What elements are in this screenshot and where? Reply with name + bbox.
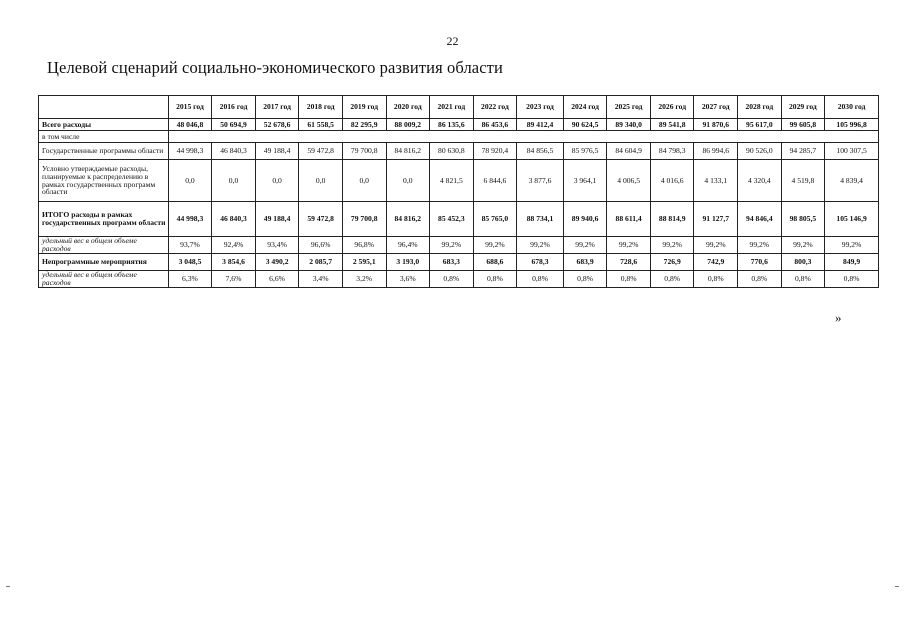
- table-row: [39, 202, 879, 237]
- value-cell: 4 519,8: [781, 160, 825, 202]
- value-cell: 86 453,6: [473, 119, 517, 131]
- value-cell: 3 854,6: [212, 254, 256, 271]
- value-cell: 49 188,4: [255, 143, 299, 160]
- table-row: [39, 237, 879, 254]
- year-header: 2030 год: [825, 96, 879, 119]
- value-cell: 91 870,6: [694, 119, 738, 131]
- page-number: 22: [446, 34, 459, 48]
- value-cell: 90 624,5: [563, 119, 607, 131]
- row-label: Всего расходы: [39, 119, 169, 131]
- year-header: 2019 год: [342, 96, 386, 119]
- value-cell: 2 595,1: [342, 254, 386, 271]
- table-row: [39, 131, 879, 143]
- table-row: [39, 119, 879, 131]
- value-cell: 0,0: [299, 160, 343, 202]
- value-cell: 99,2%: [694, 237, 738, 254]
- value-cell: 46 840,3: [212, 143, 256, 160]
- value-cell: 59 472,8: [299, 202, 343, 237]
- value-cell: 0,8%: [650, 271, 694, 288]
- year-header: 2016 год: [212, 96, 256, 119]
- value-cell: 4 006,5: [607, 160, 651, 202]
- value-cell: 50 694,9: [212, 119, 256, 131]
- edge-mark-left: [6, 586, 10, 587]
- value-cell: 4 839,4: [825, 160, 879, 202]
- value-cell: 95 617,0: [738, 119, 782, 131]
- value-cell: 0,8%: [694, 271, 738, 288]
- year-header: 2021 год: [430, 96, 474, 119]
- value-cell: 46 840,3: [212, 202, 256, 237]
- value-cell: 89 412,4: [517, 119, 564, 131]
- value-cell: 100 307,5: [825, 143, 879, 160]
- table-row: [39, 254, 879, 271]
- expenditure-table: [38, 95, 879, 288]
- year-header: 2022 год: [473, 96, 517, 119]
- value-cell: 99,2%: [738, 237, 782, 254]
- value-cell: 4 016,6: [650, 160, 694, 202]
- value-cell: 93,4%: [255, 237, 299, 254]
- value-cell: 85 765,0: [473, 202, 517, 237]
- value-cell: 52 678,6: [255, 119, 299, 131]
- row-label: ИТОГО расходы в рамках государственных программ области: [39, 202, 169, 237]
- value-cell: 0,8%: [825, 271, 879, 288]
- value-cell: 44 998,3: [168, 143, 212, 160]
- value-cell: 688,6: [473, 254, 517, 271]
- row-label: Условно утверждаемые расходы, планируемые к распределению в рамках государственных программ области: [39, 160, 169, 202]
- value-cell: 0,8%: [563, 271, 607, 288]
- value-cell: 849,9: [825, 254, 879, 271]
- year-header: 2015 год: [168, 96, 212, 119]
- value-cell: 86 994,6: [694, 143, 738, 160]
- value-cell: 88 009,2: [386, 119, 430, 131]
- value-cell: 44 998,3: [168, 202, 212, 237]
- value-cell: 3 490,2: [255, 254, 299, 271]
- value-cell: 92,4%: [212, 237, 256, 254]
- row-label: удельный вес в общем объеме расходов: [39, 271, 169, 288]
- value-cell: 678,3: [517, 254, 564, 271]
- year-header: 2020 год: [386, 96, 430, 119]
- value-cell: 99,2%: [563, 237, 607, 254]
- value-cell: 79 700,8: [342, 202, 386, 237]
- header-label-cell: [39, 96, 169, 119]
- value-cell: 84 604,9: [607, 143, 651, 160]
- value-cell: 59 472,8: [299, 143, 343, 160]
- year-header: 2018 год: [299, 96, 343, 119]
- value-cell: 0,0: [342, 160, 386, 202]
- value-cell: 4 133,1: [694, 160, 738, 202]
- value-cell: 0,0: [255, 160, 299, 202]
- value-cell: 683,3: [430, 254, 474, 271]
- value-cell: 85 976,5: [563, 143, 607, 160]
- value-cell: 0,8%: [517, 271, 564, 288]
- value-cell: 94 846,4: [738, 202, 782, 237]
- table-row: [39, 160, 879, 202]
- value-cell: 88 734,1: [517, 202, 564, 237]
- value-cell: 88 814,9: [650, 202, 694, 237]
- value-cell: 3,6%: [386, 271, 430, 288]
- value-cell: 84 798,3: [650, 143, 694, 160]
- value-cell: 6 844,6: [473, 160, 517, 202]
- value-cell: 3,2%: [342, 271, 386, 288]
- value-cell: 3 048,5: [168, 254, 212, 271]
- value-cell: 79 700,8: [342, 143, 386, 160]
- row-label: Непрограммные мероприятия: [39, 254, 169, 271]
- year-header: 2024 год: [563, 96, 607, 119]
- year-header: 2023 год: [517, 96, 564, 119]
- value-cell: 728,6: [607, 254, 651, 271]
- value-cell: 0,0: [386, 160, 430, 202]
- value-cell: 4 320,4: [738, 160, 782, 202]
- value-cell: 61 558,5: [299, 119, 343, 131]
- value-cell: 3 193,0: [386, 254, 430, 271]
- value-cell: 49 188,4: [255, 202, 299, 237]
- document-title: Целевой сценарий социально-экономического развития области: [47, 58, 503, 77]
- year-header: 2029 год: [781, 96, 825, 119]
- value-cell: 78 920,4: [473, 143, 517, 160]
- row-label: удельный вес в общем объеме расходов: [39, 237, 169, 254]
- value-cell: 96,6%: [299, 237, 343, 254]
- value-cell: 726,9: [650, 254, 694, 271]
- value-cell: 99 605,8: [781, 119, 825, 131]
- value-cell: 93,7%: [168, 237, 212, 254]
- table-row: [39, 271, 879, 288]
- row-label: в том числе: [39, 131, 169, 143]
- value-cell: 770,6: [738, 254, 782, 271]
- value-cell: 7,6%: [212, 271, 256, 288]
- value-cell: 99,2%: [781, 237, 825, 254]
- value-cell: 99,2%: [430, 237, 474, 254]
- value-cell: 6,6%: [255, 271, 299, 288]
- value-cell: 0,8%: [473, 271, 517, 288]
- value-cell: 742,9: [694, 254, 738, 271]
- value-cell: 0,8%: [430, 271, 474, 288]
- value-cell: 89 940,6: [563, 202, 607, 237]
- year-header: 2028 год: [738, 96, 782, 119]
- value-cell: 96,8%: [342, 237, 386, 254]
- value-cell: 84 816,2: [386, 143, 430, 160]
- value-cell: 99,2%: [517, 237, 564, 254]
- value-cell: 89 541,8: [650, 119, 694, 131]
- value-cell: 4 821,5: [430, 160, 474, 202]
- value-cell: 94 285,7: [781, 143, 825, 160]
- value-cell: 84 816,2: [386, 202, 430, 237]
- value-cell: 683,9: [563, 254, 607, 271]
- value-cell: 99,2%: [473, 237, 517, 254]
- value-cell: 86 135,6: [430, 119, 474, 131]
- value-cell: 105 146,9: [825, 202, 879, 237]
- value-cell: 98 805,5: [781, 202, 825, 237]
- year-header: 2027 год: [694, 96, 738, 119]
- value-cell: 2 085,7: [299, 254, 343, 271]
- edge-mark-right: [895, 586, 899, 587]
- value-cell: 105 996,8: [825, 119, 879, 131]
- closing-quote: »: [835, 310, 842, 325]
- value-cell: 89 340,0: [607, 119, 651, 131]
- value-cell: 3 964,1: [563, 160, 607, 202]
- year-header: 2026 год: [650, 96, 694, 119]
- value-cell: 3 877,6: [517, 160, 564, 202]
- value-cell: 90 526,0: [738, 143, 782, 160]
- year-header: 2017 год: [255, 96, 299, 119]
- value-cell: 6,3%: [168, 271, 212, 288]
- value-cell: 0,8%: [738, 271, 782, 288]
- value-cell: 85 452,3: [430, 202, 474, 237]
- row-label: Государственные программы области: [39, 143, 169, 160]
- value-cell: 88 611,4: [607, 202, 651, 237]
- value-cell: 99,2%: [825, 237, 879, 254]
- value-cell: 80 630,8: [430, 143, 474, 160]
- value-cell: 99,2%: [607, 237, 651, 254]
- value-cell: 0,0: [168, 160, 212, 202]
- value-cell: 0,8%: [607, 271, 651, 288]
- value-cell: 91 127,7: [694, 202, 738, 237]
- empty-cell: [168, 131, 878, 143]
- value-cell: 99,2%: [650, 237, 694, 254]
- value-cell: 96,4%: [386, 237, 430, 254]
- value-cell: 48 046,8: [168, 119, 212, 131]
- value-cell: 82 295,9: [342, 119, 386, 131]
- value-cell: 3,4%: [299, 271, 343, 288]
- value-cell: 0,0: [212, 160, 256, 202]
- value-cell: 84 856,5: [517, 143, 564, 160]
- table-row: [39, 143, 879, 160]
- value-cell: 0,8%: [781, 271, 825, 288]
- header-row: [39, 96, 879, 119]
- year-header: 2025 год: [607, 96, 651, 119]
- value-cell: 800,3: [781, 254, 825, 271]
